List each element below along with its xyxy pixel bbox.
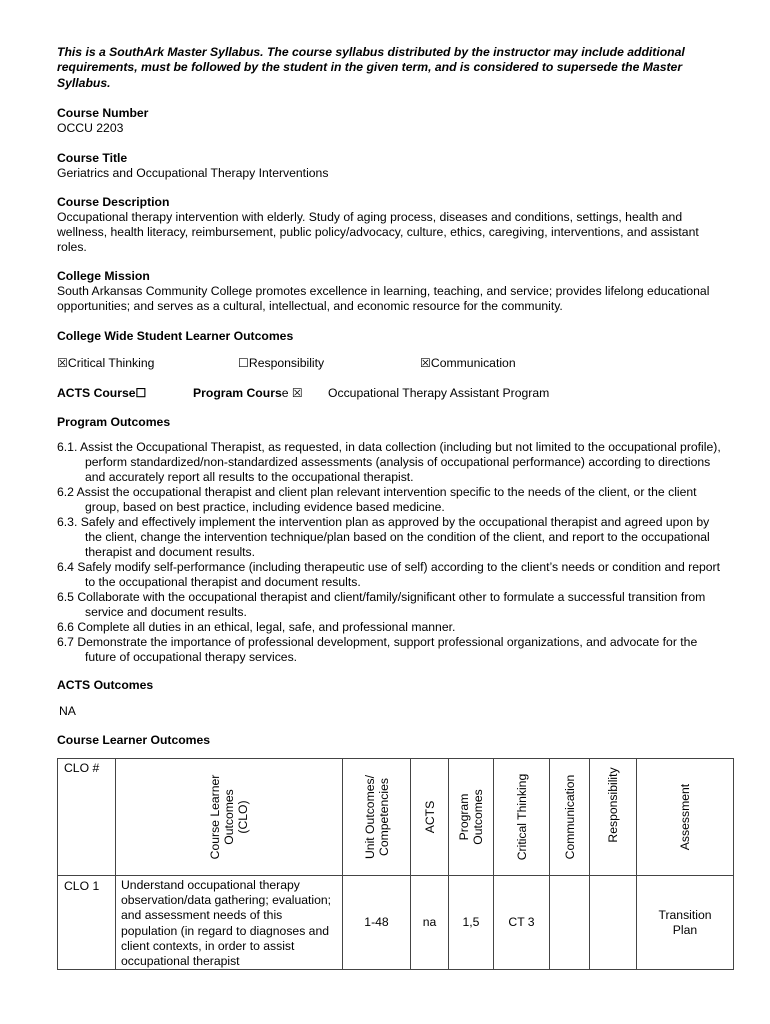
course-description-heading: Course Description <box>57 195 170 209</box>
clo-table <box>57 758 734 970</box>
responsibility-value <box>590 876 637 970</box>
program-outcome-item: 6.2 Assist the occupational therapist and client plan relevant intervention specific to the needs of the client, or the client group, based on best practice, including evidence based medicine. <box>57 485 697 514</box>
program-outcomes-heading: Program Outcomes <box>57 415 171 429</box>
acts-course-checkbox[interactable]: ACTS Course☐ <box>57 386 147 400</box>
assessment-value: Transition Plan <box>637 876 734 970</box>
unit-value: 1-48 <box>343 876 411 970</box>
program-outcome-item: 6.4 Safely modify self-performance (including therapeutic use of self) according to the client’s needs or condition and report to the occupational therapist and document results. <box>57 560 721 589</box>
communication-header <box>550 759 590 876</box>
program-outcome-item: 6.1. Assist the Occupational Therapist, as requested, in data collection (including but not limited to the occupational profile), perform standardized/non-standardized assessments (analysis of occupational performance) according to directions and accurately report all results to the occupational therapist. <box>57 440 721 484</box>
responsibility-header <box>590 759 637 876</box>
college-mission-section <box>57 269 727 314</box>
clo-header-line: Course Learner <box>208 774 222 860</box>
acts-outcomes-heading: ACTS Outcomes <box>57 678 154 692</box>
clo-number-header <box>58 759 116 876</box>
course-title-value: Geriatrics and Occupational Therapy Interventions <box>57 166 329 180</box>
responsibility-header-text: Responsibility <box>606 767 620 843</box>
unit-header-line: Competencies <box>376 778 391 856</box>
college-mission-value: South Arkansas Community College promotes excellence in learning, teaching, and service; provides lifelong educational opportunities; and serves as a cultural, intellectual, and economic resource for the community. <box>57 284 710 313</box>
communication-value <box>550 876 590 970</box>
clo-header-line: (CLO) <box>236 800 250 834</box>
clo-text: Understand occupational therapy observation/data gathering; evaluation; and assessment needs of this population (in regard to diagnoses and client contexts, in order to assist occupational therapist <box>116 876 343 970</box>
program-name: Occupational Therapy Assistant Program <box>328 386 550 400</box>
program-header-line: Program <box>457 793 471 841</box>
course-number-section <box>57 106 727 136</box>
clo-heading: Course Learner Outcomes <box>57 733 211 747</box>
responsibility-checkbox[interactable]: ☐Responsibility <box>238 356 325 370</box>
program-outcome-item: 6.3. Safely and effectively implement the intervention plan as approved by the occupational therapist and agreed upon by the client, change the intervention technique/plan based on the condition of the client, and report to the occupational therapist and document results. <box>57 515 710 559</box>
critical-thinking-header-text: Critical Thinking <box>514 773 529 861</box>
college-mission-heading: College Mission <box>57 269 150 283</box>
clo-header <box>116 759 343 876</box>
course-description-value: Occupational therapy intervention with elderly. Study of aging process, diseases and conditions, settings, health and wellness, health literacy, reimbursement, public policy/advocacy, culture, ethics, caregiving, interventions, and assistant roles. <box>57 210 699 254</box>
assessment-header-text: Assessment <box>678 783 692 851</box>
communication-header-text: Communication <box>562 774 577 860</box>
critical-thinking-value: CT 3 <box>494 876 550 970</box>
course-title-heading: Course Title <box>57 151 128 165</box>
course-title-section <box>57 151 727 181</box>
course-description-section <box>57 195 727 255</box>
course-number-value: OCCU 2203 <box>57 121 124 135</box>
program-header-line: Outcomes <box>471 789 485 845</box>
unit-outcomes-header <box>343 759 411 876</box>
unit-header-line: Unit Outcomes/ <box>362 775 377 859</box>
program-value: 1,5 <box>449 876 494 970</box>
slo-heading: College Wide Student Learner Outcomes <box>57 329 294 343</box>
assessment-header <box>637 759 734 876</box>
acts-outcomes-value: NA <box>59 704 76 718</box>
program-outcome-item: 6.5 Collaborate with the occupational therapist and client/family/significant other to formulate a successful transition from service and document results. <box>57 590 706 619</box>
program-course-mark: e ☒ <box>281 386 303 400</box>
program-outcome-item: 6.6 Complete all duties in an ethical, legal, safe, and professional manner. <box>57 620 456 634</box>
acts-value: na <box>411 876 449 970</box>
course-number-heading: Course Number <box>57 106 149 120</box>
critical-thinking-checkbox[interactable]: ☒Critical Thinking <box>57 356 155 370</box>
clo-header-row <box>58 759 734 876</box>
program-outcomes-header <box>449 759 494 876</box>
acts-header-text: ACTS <box>422 800 437 834</box>
master-syllabus-notice: This is a SouthArk Master Syllabus. The course syllabus distributed by the instructor may include additional requirements, must be followed by the student in the given term, and is considered to supersede the Master Syllabus. <box>57 45 685 90</box>
slo-checkbox-row <box>57 356 727 372</box>
critical-thinking-header <box>494 759 550 876</box>
program-outcomes-list <box>57 440 727 665</box>
program-course-label: Program Cours <box>193 386 282 400</box>
table-row <box>58 876 734 970</box>
program-outcome-item: 6.7 Demonstrate the importance of professional development, support professional organizations, and advocate for the future of occupational therapy services. <box>57 635 698 664</box>
clo-header-line: Outcomes <box>222 789 236 845</box>
course-type-row <box>57 386 727 402</box>
program-course-checkbox[interactable] <box>193 386 303 401</box>
clo-number-header-text: CLO # <box>64 761 100 775</box>
communication-checkbox[interactable]: ☒Communication <box>420 356 516 370</box>
clo-id: CLO 1 <box>58 876 116 970</box>
acts-header <box>411 759 449 876</box>
